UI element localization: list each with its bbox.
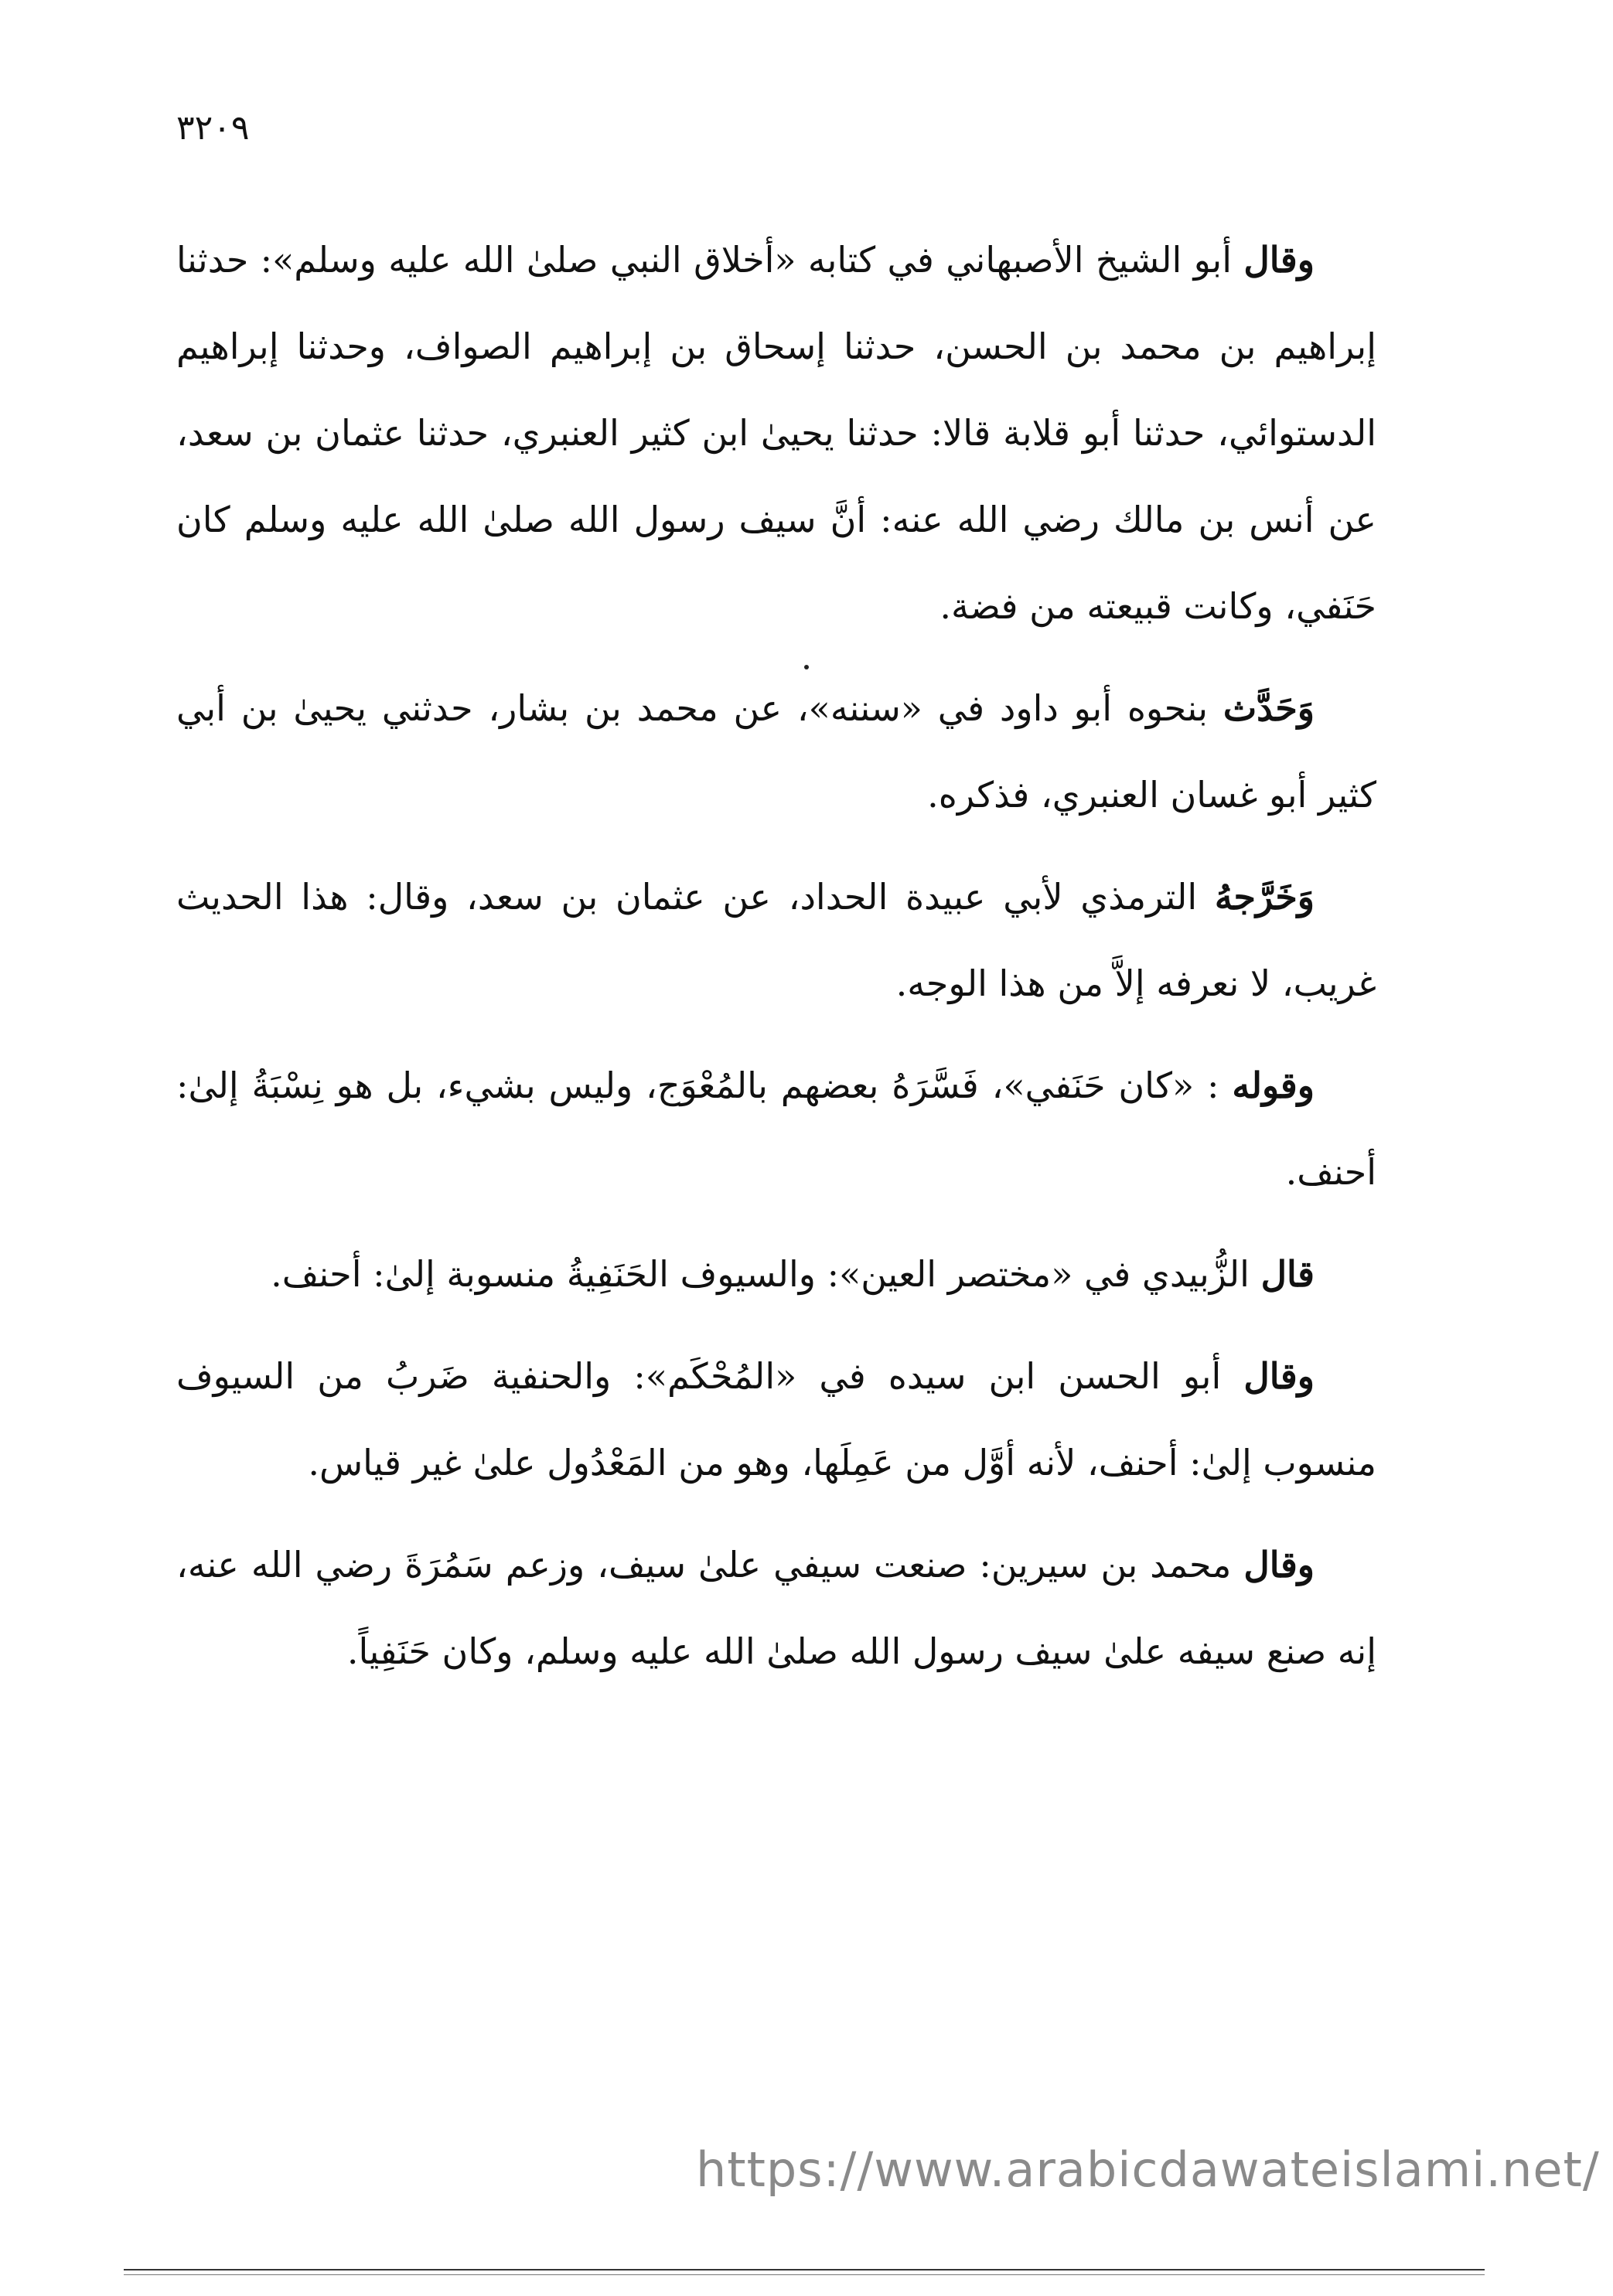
paragraph [176,216,1376,649]
paragraph [176,665,1376,838]
paragraph-lead: وقوله [1232,1065,1315,1106]
footer-rule-secondary [124,2274,1485,2275]
paragraph [176,853,1376,1027]
paragraph-lead: وقال [1243,1544,1315,1586]
paragraph-lead: وَخَرَّجهُ [1214,876,1315,918]
paragraph-lead: وقال [1243,239,1315,281]
paragraph-lead: وَحَدَّث [1223,687,1315,729]
paragraph-text: أبو الشيخ الأصبهاني في كتابه «أخلاق النبي صلىٰ الله عليه وسلم»: حدثنا إبراهيم بن محمد بن الحسن، حدثنا إسحاق بن إبراهيم الصواف، وحدثنا إبراهيم الدستوائي، حدثنا أبو قلابة قالا: حدثنا يحيىٰ ابن كثير العنبري، حدثنا عثمان بن سعد، عن أنس بن مالك رضي الله عنه: أنَّ سيف رسول الله صلىٰ الله عليه وسلم كان حَنَفي، وكانت قبيعته من فضة. [176,239,1376,627]
footer-url: https://www.arabicdawateislami.net/ [696,2141,1600,2198]
paragraph-text: أبو الحسن ابن سيده في «المُحْكَم»: والحنفية ضَربُ من السيوف منسوب إلىٰ: أحنف، لأنه أوَّل من عَمِلَها، وهو من المَعْدُول علىٰ غير قياس. [176,1355,1376,1484]
paragraph [176,1333,1376,1506]
page-number: ٣٢٠٩ [176,108,250,148]
paragraph-text: بنحوه أبو داود في «سننه»، عن محمد بن بشار، حدثني يحيىٰ بن أبي كثير أبو غسان العنبري، فذكره. [176,687,1376,816]
paragraph-text: الزُّبيدي في «مختصر العين»: والسيوف الحَنَفِيةُ منسوبة إلىٰ: أحنف. [271,1253,1250,1295]
body-text [176,216,1376,1710]
paragraph [176,1231,1376,1317]
paragraph-text: : «كان حَنَفي»، فَسَّرَهُ بعضهم بالمُعْوَج، وليس بشيء، بل هو نِسْبَةُ إلىٰ: أحنف. [176,1065,1376,1193]
paragraph [176,1042,1376,1215]
paragraph-text: محمد بن سيرين: صنعت سيفي علىٰ سيف، وزعم سَمُرَةَ رضي الله عنه، إنه صنع سيفه علىٰ سيف رسول الله صلىٰ الله عليه وسلم، وكان حَنَفِياً. [176,1544,1376,1672]
paragraph-text: الترمذي لأبي عبيدة الحداد، عن عثمان بن سعد، وقال: هذا الحديث غريب، لا نعرفه إلاَّ من هذا الوجه. [176,876,1376,1004]
paragraph [176,1521,1376,1695]
scan-speck [804,665,809,669]
footer-rule [124,2269,1485,2270]
paragraph-lead: وقال [1243,1355,1315,1397]
paragraph-lead: قال [1260,1253,1315,1295]
